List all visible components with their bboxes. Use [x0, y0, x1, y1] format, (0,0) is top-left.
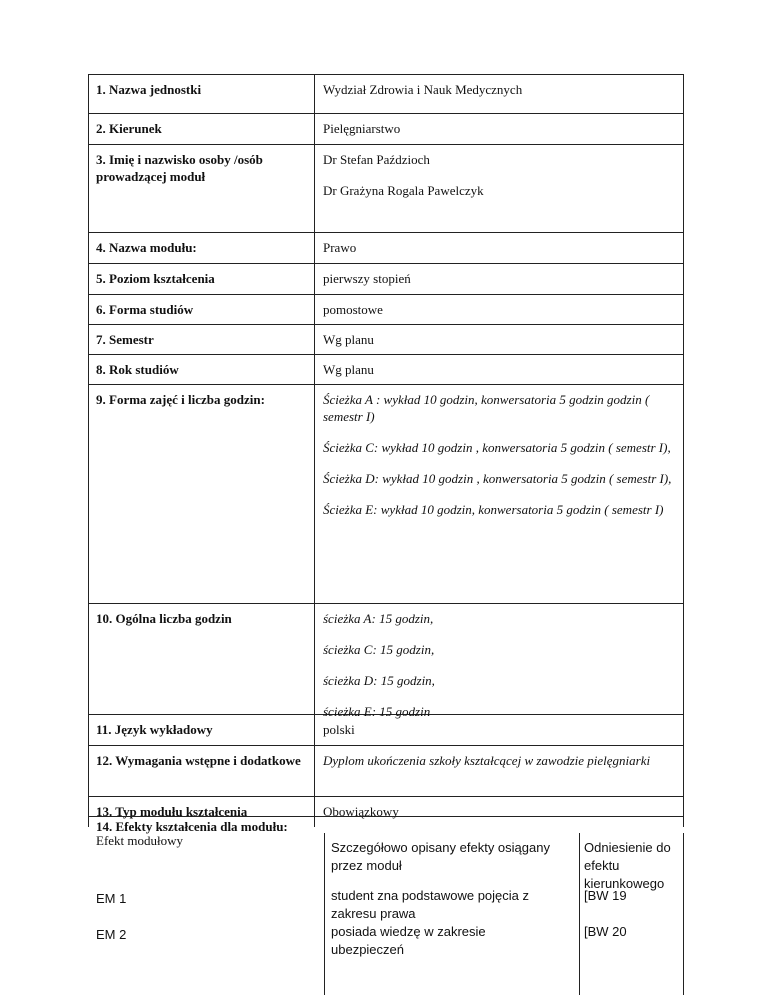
row-requirements — [88, 745, 684, 796]
row-label: 7. Semestr — [88, 325, 315, 354]
col-header-module-effect: Efekt modułowy — [96, 833, 184, 848]
instructor-name: Dr Stefan Paździoch — [323, 152, 430, 167]
effect-description: student zna podstawowe pojęcia z zakresu prawa — [331, 888, 530, 921]
row-label: 11. Język wykładowy — [88, 715, 315, 745]
column-divider — [683, 833, 684, 995]
path-total: ścieżka E: 15 godzin — [323, 704, 431, 719]
path-hours: Ścieżka E: wykład 10 godzin, konwersatoria 5 godzin ( semestr I) — [323, 502, 664, 517]
row-value: Pielęgniarstwo — [315, 114, 684, 144]
path-hours: Ścieżka A : wykład 10 godzin, konwersatoria 5 godzin godzin ( semestr I) — [323, 392, 650, 424]
row-value: polski — [315, 715, 684, 745]
row-label: 13. Typ modułu kształcenia — [88, 797, 315, 827]
row-label: 12. Wymagania wstępne i dodatkowe — [88, 746, 315, 796]
effect-reference: [BW 19 — [584, 888, 627, 903]
row-module-name — [88, 232, 684, 263]
row-label: 1. Nazwa jednostki — [88, 75, 315, 113]
effect-code: EM 1 — [96, 891, 127, 906]
row-value — [315, 604, 684, 719]
row-value: Obowiązkowy — [315, 797, 684, 827]
row-unit-name — [88, 74, 684, 113]
row-level — [88, 263, 684, 294]
row-value: Wydział Zdrowia i Nauk Medycznych — [315, 75, 684, 113]
learning-outcomes-section — [88, 816, 684, 995]
row-label: 10. Ogólna liczba godzin — [88, 604, 315, 714]
row-value: pierwszy stopień — [315, 264, 684, 294]
row-class-form — [88, 384, 684, 603]
col-header-reference: Odniesienie do efektu kierunkowego — [584, 840, 671, 891]
row-label: 8. Rok studiów — [88, 355, 315, 384]
module-info-table — [88, 74, 684, 827]
row-total-hours — [88, 603, 684, 719]
row-value: pomostowe — [315, 295, 684, 324]
path-total: ścieżka D: 15 godzin, — [323, 673, 435, 688]
row-label: 2. Kierunek — [88, 114, 315, 144]
row-label: 6. Forma studiów — [88, 295, 315, 324]
path-total: ścieżka C: 15 godzin, — [323, 642, 435, 657]
row-label: 3. Imię i nazwisko osoby /osób prowadzącej moduł — [88, 145, 315, 232]
row-label: 9. Forma zajęć i liczba godzin: — [88, 385, 315, 603]
row-label: 5. Poziom kształcenia — [88, 264, 315, 294]
row-value: Wg planu — [315, 355, 684, 384]
row-semester — [88, 324, 684, 354]
row-instructors — [88, 144, 684, 232]
effect-code: EM 2 — [96, 927, 127, 942]
path-hours: Ścieżka C: wykład 10 godzin , konwersatoria 5 godzin ( semestr I), — [323, 440, 671, 455]
path-total: ścieżka A: 15 godzin, — [323, 611, 434, 626]
section-title: 14. Efekty kształcenia dla modułu: — [96, 819, 288, 834]
effect-description: posiada wiedzę w zakresie ubezpieczeń — [331, 924, 486, 957]
column-divider — [324, 833, 325, 995]
row-year — [88, 354, 684, 384]
row-value: Dyplom ukończenia szkoły kształcącej w zawodzie pielęgniarki — [315, 746, 684, 796]
row-label: 4. Nazwa modułu: — [88, 233, 315, 263]
effect-reference: [BW 20 — [584, 924, 627, 939]
path-hours: Ścieżka D: wykład 10 godzin , konwersatoria 5 godzin ( semestr I), — [323, 471, 672, 486]
col-header-description: Szczegółowo opisany efekty osiągany przez moduł — [331, 840, 550, 873]
column-divider — [579, 833, 580, 995]
row-study-form — [88, 294, 684, 324]
row-value — [315, 385, 684, 603]
row-value: Wg planu — [315, 325, 684, 354]
row-language — [88, 714, 684, 745]
row-value — [315, 145, 684, 232]
instructor-name: Dr Grażyna Rogala Pawelczyk — [323, 183, 484, 198]
row-value: Prawo — [315, 233, 684, 263]
row-field — [88, 113, 684, 144]
